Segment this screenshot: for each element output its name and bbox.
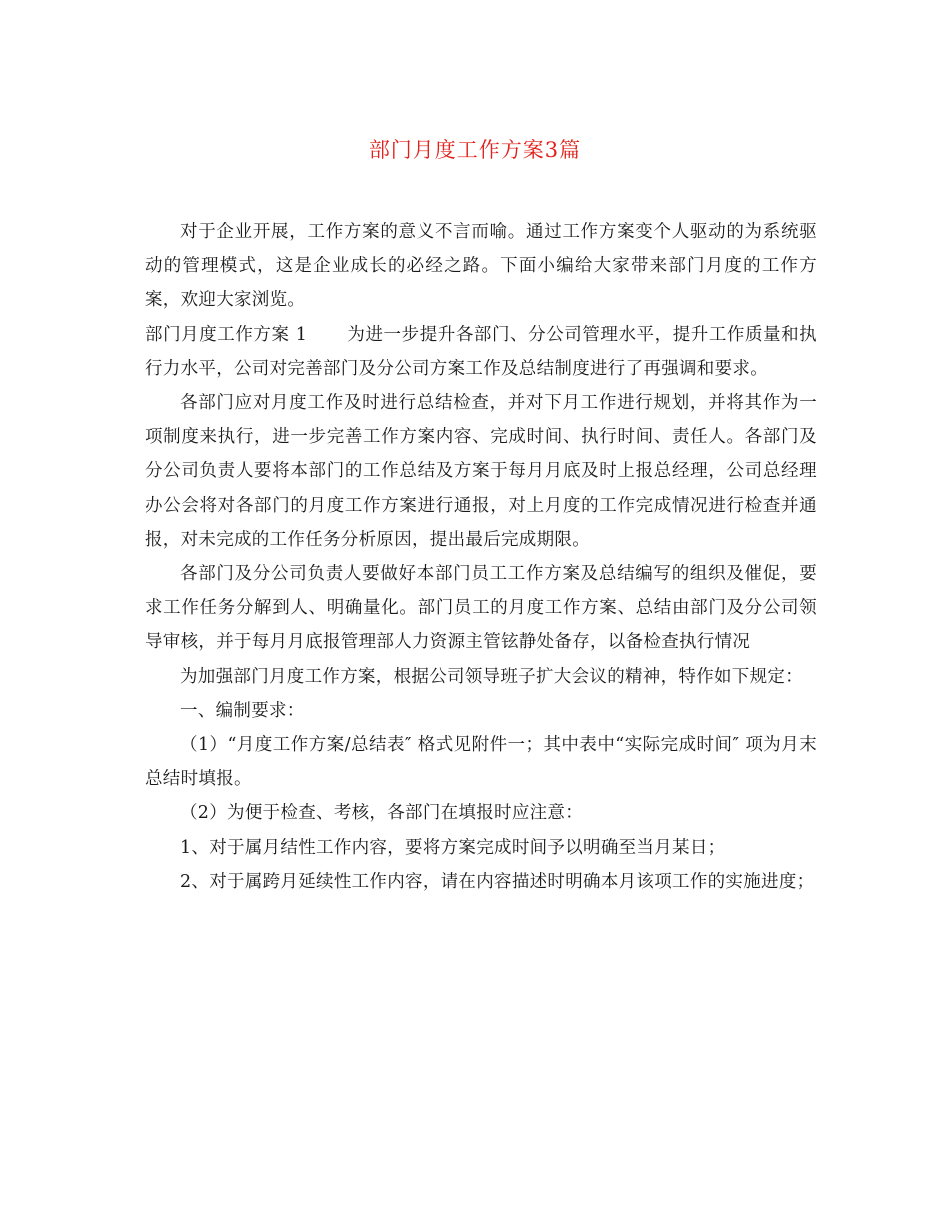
heading-compile-requirements: 一、编制要求：: [180, 700, 305, 721]
section-1-text: 为进一步提升各部门、分公司管理水平，提升工作质量和执行力水平，公司对完善部门及分公司方案工作及总结制度进行了再强调和要求。: [145, 324, 817, 379]
section-1-paragraph: [145, 318, 817, 386]
document-body: [145, 215, 817, 899]
requirement-2: （2）为便于检查、考核，各部门在填报时应注意：: [180, 803, 584, 824]
note-item-1: 1、对于属月结性工作内容，要将方案完成时间予以明确至当月某日；: [180, 837, 726, 858]
requirement-1: （1）“月度工作方案/总结表″ 格式见附件一；其中表中“实际完成时间″ 项为月末总结时填报。: [145, 735, 817, 790]
section-1-label: 部门月度工作方案 1: [145, 324, 308, 345]
document-title: 部门月度工作方案3篇: [368, 138, 582, 162]
intro-paragraph: 对于企业开展，工作方案的意义不言而喻。通过工作方案变个人驱动的为系统驱动的管理模式，这是企业成长的必经之路。下面小编给大家带来部门月度的工作方案，欢迎大家浏览。: [145, 222, 817, 311]
note-item-2: 2、对于属跨月延续性工作内容，请在内容描述时明确本月该项工作的实施进度；: [180, 871, 815, 892]
paragraph-staff-plans: 各部门及分公司负责人要做好本部门员工工作方案及总结编写的组织及催促，要求工作任务分解到人、明确量化。部门员工的月度工作方案、总结由部门及分公司领导审核，并于每月月底报管理部人力资源主管铉静处备存，以备检查执行情况: [145, 564, 817, 653]
paragraph-monthly-review: 各部门应对月度工作及时进行总结检查，并对下月工作进行规划，并将其作为一项制度来执行，进一步完善工作方案内容、完成时间、执行时间、责任人。各部门及分公司负责人要将本部门的工作总结及方案于每月月底及时上报总经理，公司总经理办公会将对各部门的月度工作方案进行通报，对上月度的工作完成情况进行检查并通报，对未完成的工作任务分析原因，提出最后完成期限。: [145, 393, 817, 550]
paragraph-regulations: 为加强部门月度工作方案，根据公司领导班子扩大会议的精神，特作如下规定：: [180, 666, 803, 687]
